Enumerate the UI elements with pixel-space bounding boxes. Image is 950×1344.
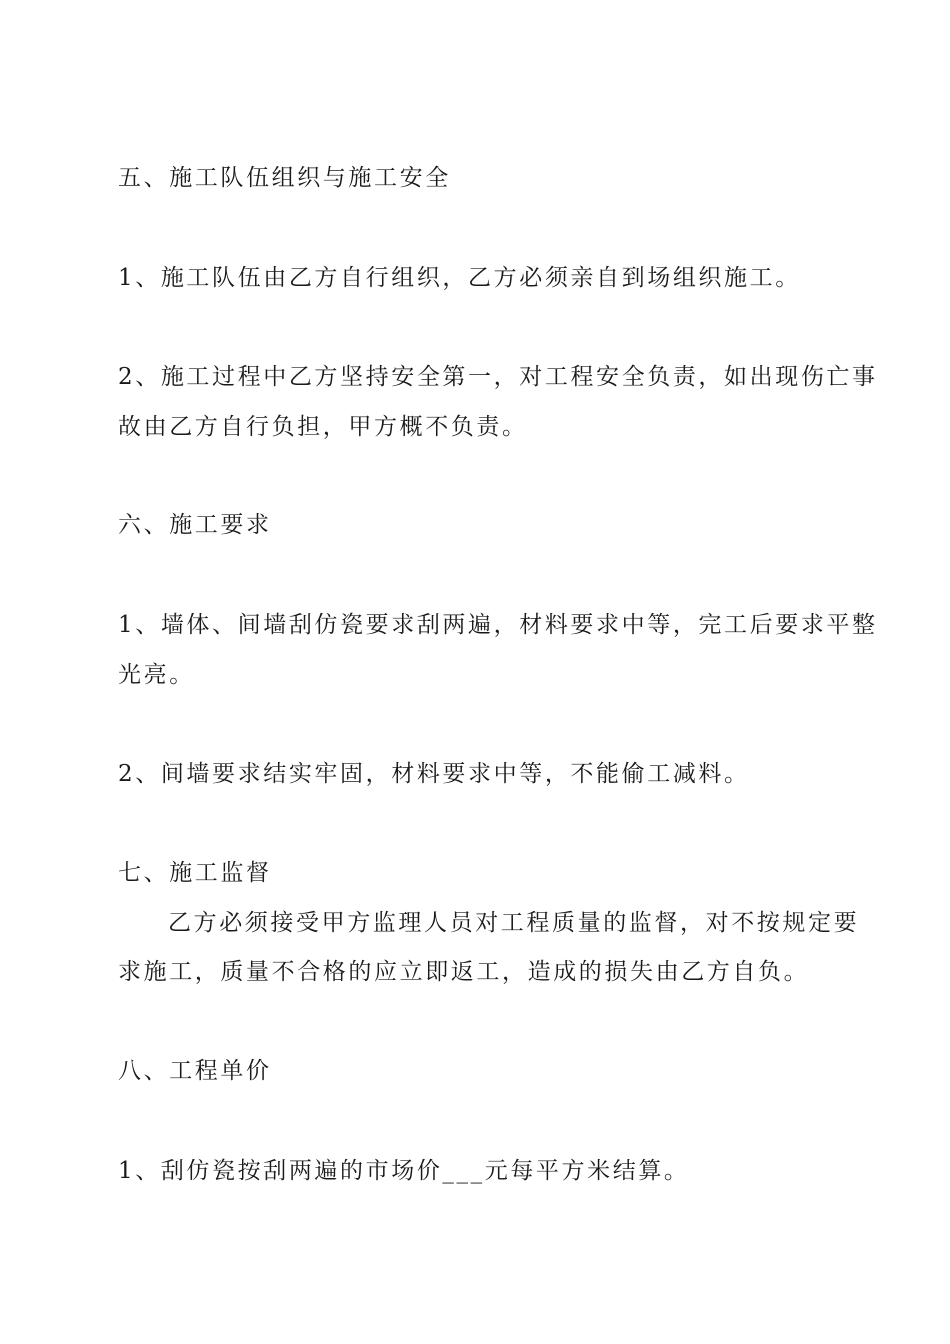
section-6-item-1-line-1: 1、墙体、间墙刮仿瓷要求刮两遍，材料要求中等，完工后要求平整 — [118, 612, 878, 638]
section-7-paragraph-line-1: 乙方必须接受甲方监理人员对工程质量的监督，对不按规定要 — [168, 910, 860, 936]
section-8-item-1: 1、刮仿瓷按刮两遍的市场价___元每平方米结算。 — [118, 1158, 690, 1184]
section-6-heading: 六、施工要求 — [118, 512, 272, 538]
section-7-paragraph-line-2: 求施工，质量不合格的应立即返工，造成的损失由乙方自负。 — [118, 959, 810, 985]
section-5-item-1: 1、施工队伍由乙方自行组织，乙方必须亲自到场组织施工。 — [118, 265, 801, 291]
section-5-heading: 五、施工队伍组织与施工安全 — [118, 165, 451, 191]
section-6-item-1-line-2: 光亮。 — [118, 662, 195, 688]
section-6-item-2: 2、间墙要求结实牢固，材料要求中等，不能偷工减料。 — [118, 761, 750, 787]
section-8-heading: 八、工程单价 — [118, 1058, 272, 1084]
section-5-item-2-line-2: 故由乙方自行负担，甲方概不负责。 — [118, 414, 528, 440]
section-7-heading: 七、施工监督 — [118, 860, 272, 886]
section-5-item-2-line-1: 2、施工过程中乙方坚持安全第一，对工程安全负责，如出现伤亡事 — [118, 364, 878, 390]
